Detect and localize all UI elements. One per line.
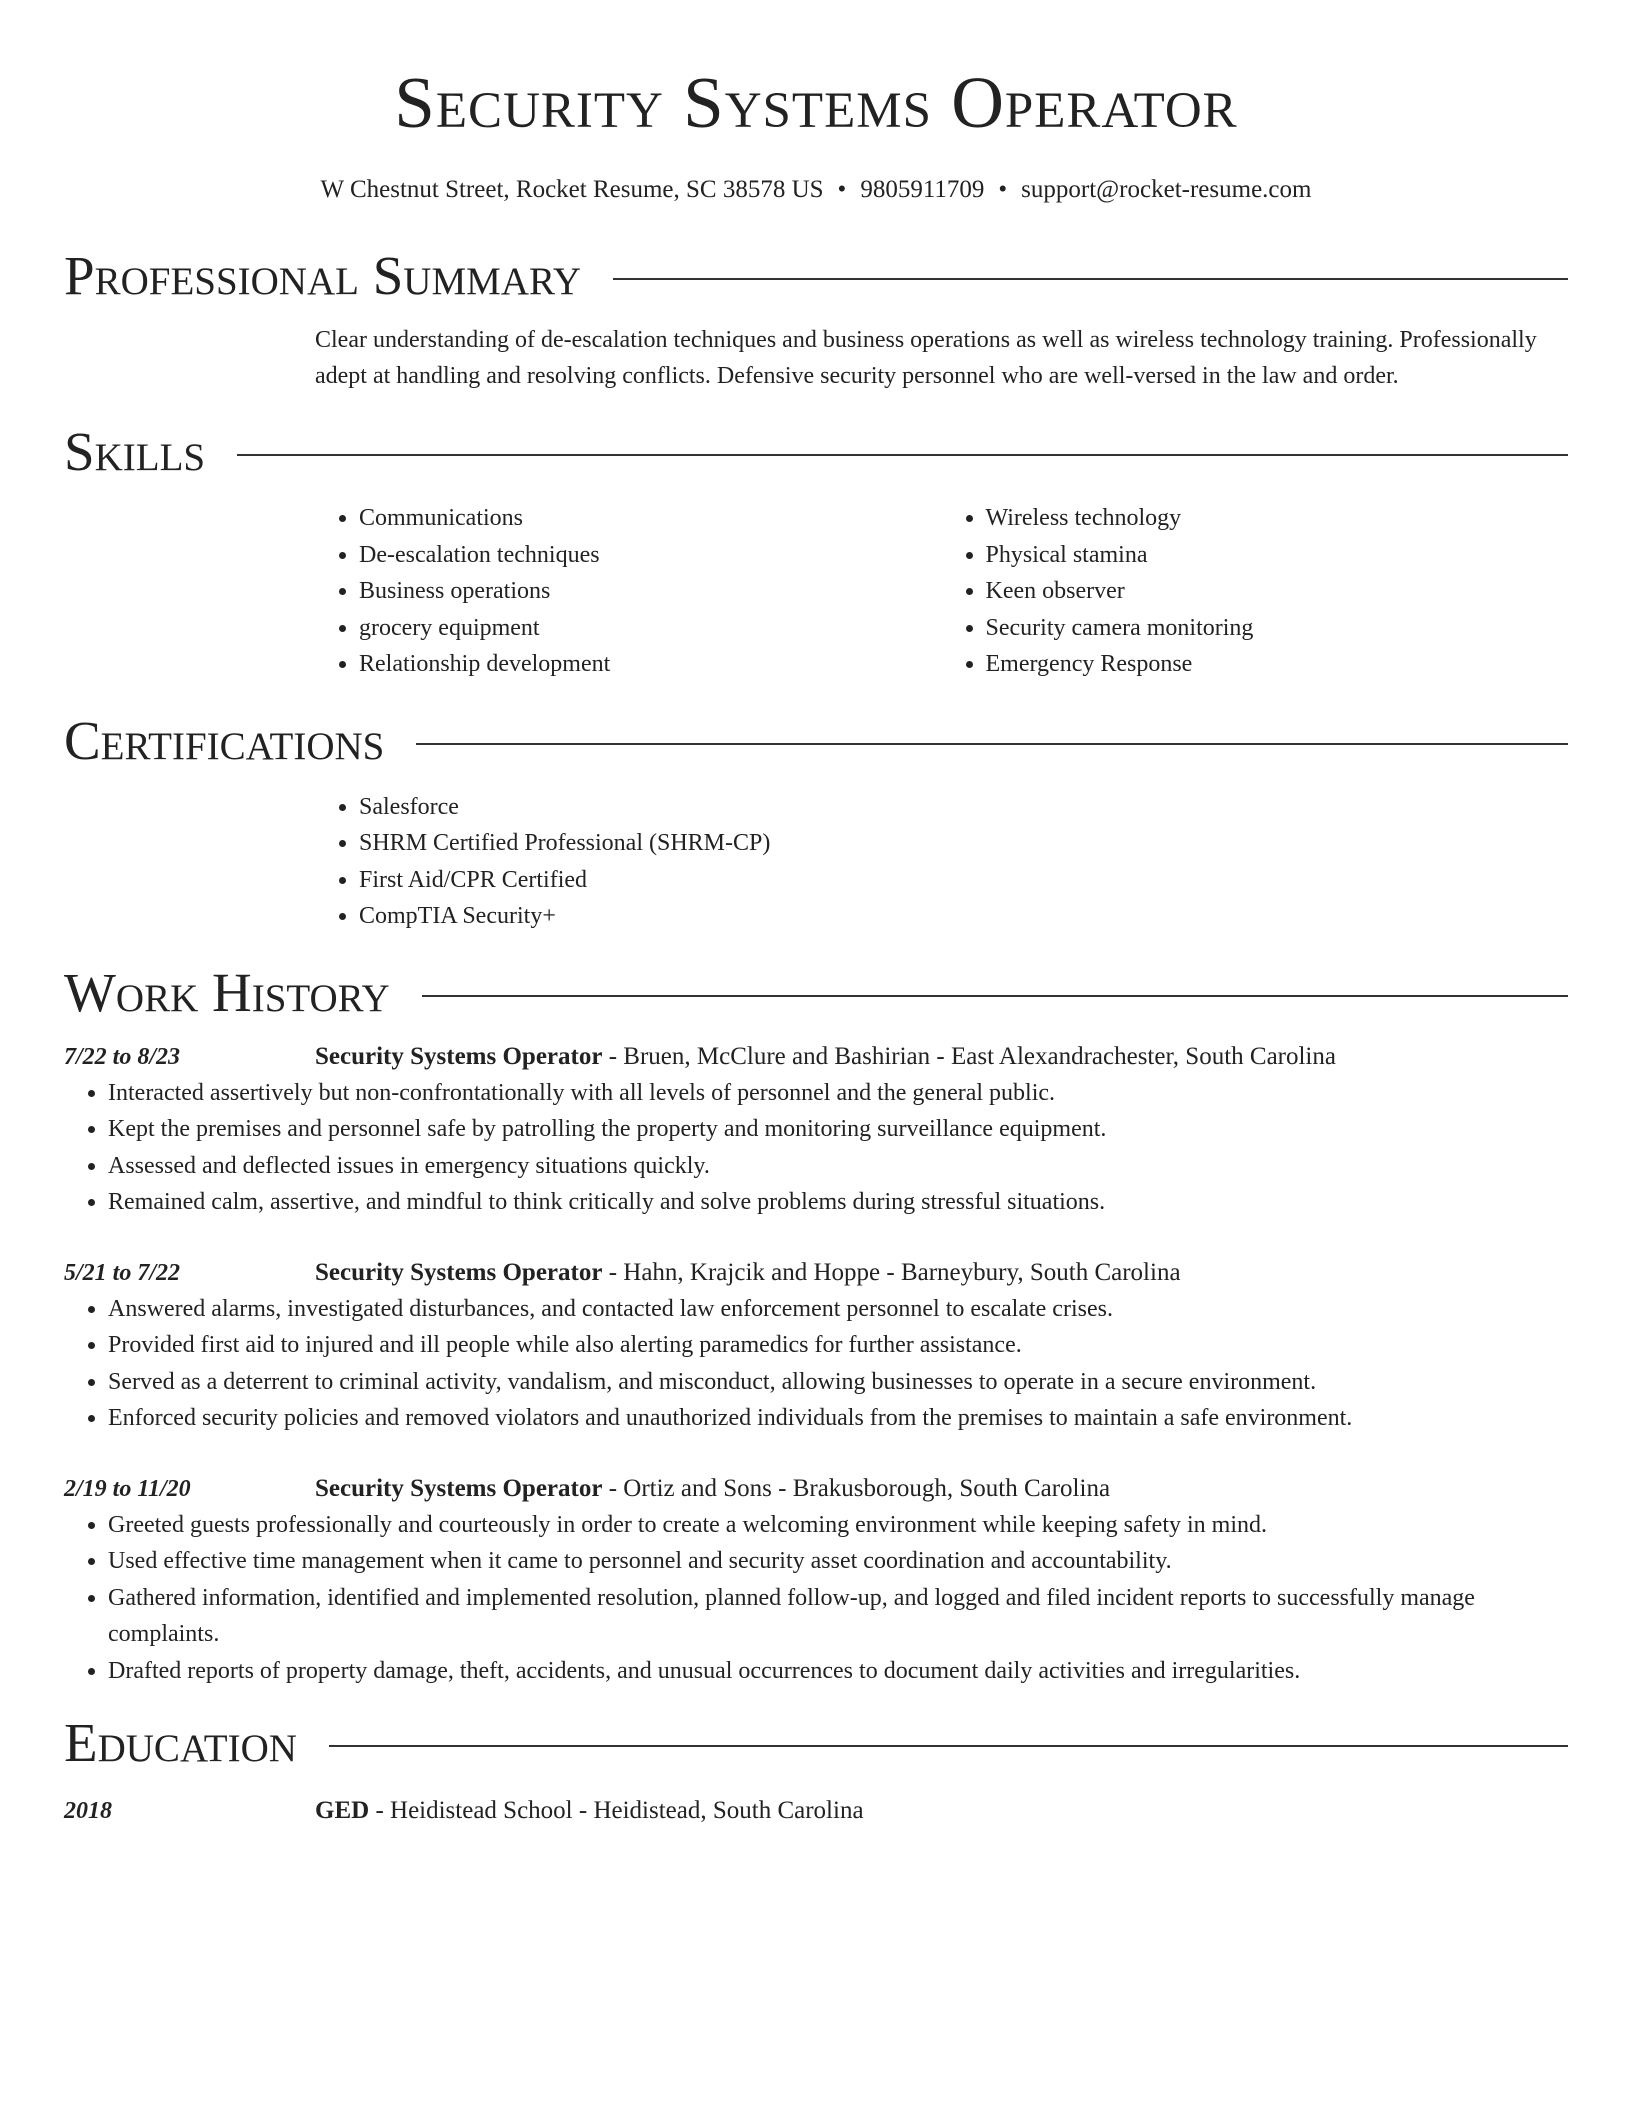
job-bullet: • Interacted assertively but non-confrontationally with all levels of personnel and the general public. [108, 1075, 1568, 1112]
job-role: Security Systems Operator [315, 1474, 603, 1502]
job-bullet: • Greeted guests professionally and courteously in order to create a welcoming environment while keeping safety in mind. [108, 1507, 1568, 1544]
summary-text: Clear understanding of de-escalation techniques and business operations as well as wireless technology training. Professionally adept at handling and resolving conflicts. Defensive security personnel who are well-versed in the law and order. [315, 327, 1537, 389]
job-dates: 5/21 to 7/22 [64, 1259, 181, 1286]
section-divider [416, 743, 1568, 745]
education-year: 2018 [64, 1798, 112, 1824]
contact-line [64, 174, 1568, 206]
contact-address: W Chestnut Street, Rocket Resume, SC 38578 US [320, 176, 824, 203]
education-entry [64, 1793, 1568, 1829]
job-title-line [315, 1471, 1110, 1507]
job-bullet: • Assessed and deflected issues in emergency situations quickly. [108, 1148, 1568, 1185]
section-header-skills [64, 420, 1568, 484]
job-role: Security Systems Operator [315, 1042, 603, 1070]
contact-phone: 9805911709 [860, 176, 985, 203]
job-details: - Hahn, Krajcik and Hoppe - Barneybury, South Carolina [602, 1258, 1181, 1286]
job-bullet: • Gathered information, identified and implemented resolution, planned follow-up, and logged and filed incident reports to successfully manage complaints. [108, 1580, 1568, 1653]
section-header-education [64, 1711, 1568, 1775]
skill-item: • Keen observer [986, 573, 1569, 610]
certifications-block [315, 789, 1568, 935]
section-header-summary [64, 244, 1568, 308]
job-role: Security Systems Operator [315, 1258, 603, 1286]
section-title-summary: Professional Summary [64, 245, 582, 306]
resume-name: Security Systems Operator [394, 62, 1238, 143]
skill-item: • De-escalation techniques [359, 537, 942, 574]
section-title-certifications: Certifications [64, 709, 385, 771]
contact-email: support@rocket-resume.com [1021, 176, 1312, 203]
contact-separator: • [998, 176, 1008, 203]
section-divider [237, 454, 1568, 456]
job-dates: 2/19 to 11/20 [64, 1475, 191, 1502]
skills-list-left [315, 500, 942, 683]
section-title-skills: Skills [64, 421, 206, 482]
job-bullets [64, 1075, 1568, 1221]
job-bullet: • Used effective time management when it came to personnel and security asset coordination and accountability. [108, 1543, 1568, 1580]
section-header-work [64, 961, 1568, 1025]
job-entry [64, 1255, 1568, 1437]
job-dates: 7/22 to 8/23 [64, 1043, 181, 1070]
certification-item: • SHRM Certified Professional (SHRM-CP) [359, 825, 1568, 862]
certification-item: • Salesforce [359, 789, 1568, 826]
certifications-list [315, 789, 1568, 935]
section-title-education: Education [64, 1712, 297, 1773]
job-header [64, 1039, 1568, 1075]
job-header [64, 1255, 1568, 1291]
certification-item: • CompTIA Security+ [359, 898, 1568, 935]
skill-item: • Security camera monitoring [986, 610, 1569, 647]
job-bullet: • Provided first aid to injured and ill people while also alerting paramedics for further assistance. [108, 1327, 1568, 1364]
skill-item: • Emergency Response [986, 646, 1569, 683]
section-divider [329, 1745, 1568, 1747]
education-details: - Heidistead School - Heidistead, South Carolina [369, 1797, 864, 1824]
job-bullet: • Remained calm, assertive, and mindful to think critically and solve problems during stressful situations. [108, 1184, 1568, 1221]
skill-item: • Business operations [359, 573, 942, 610]
job-title-line [315, 1039, 1336, 1075]
certification-item: • First Aid/CPR Certified [359, 862, 1568, 899]
section-divider [613, 278, 1568, 280]
job-bullet: • Drafted reports of property damage, theft, accidents, and unusual occurrences to document daily activities and irregularities. [108, 1653, 1568, 1690]
section-title-work: Work History [64, 961, 390, 1023]
section-header-certifications [64, 709, 1568, 773]
job-bullets [64, 1507, 1568, 1690]
job-entry [64, 1039, 1568, 1221]
job-bullets [64, 1291, 1568, 1437]
education-degree: GED [315, 1797, 370, 1824]
job-details: - Bruen, McClure and Bashirian - East Alexandrachester, South Carolina [602, 1042, 1336, 1070]
job-header [64, 1471, 1568, 1507]
job-bullet: • Kept the premises and personnel safe by patrolling the property and monitoring surveillance equipment. [108, 1111, 1568, 1148]
job-bullet: • Served as a deterrent to criminal activity, vandalism, and misconduct, allowing businesses to operate in a secure environment. [108, 1364, 1568, 1401]
skill-item: • Wireless technology [986, 500, 1569, 537]
education-line [315, 1793, 864, 1829]
skill-item: • grocery equipment [359, 610, 942, 647]
skill-item: • Relationship development [359, 646, 942, 683]
job-title-line [315, 1255, 1181, 1291]
contact-separator: • [837, 176, 847, 203]
skill-item: • Communications [359, 500, 942, 537]
skills-list-right [942, 500, 1569, 683]
job-bullet: • Enforced security policies and removed violators and unauthorized individuals from the premises to maintain a safe environment. [108, 1400, 1568, 1437]
skill-item: • Physical stamina [986, 537, 1569, 574]
job-details: - Ortiz and Sons - Brakusborough, South Carolina [602, 1474, 1111, 1502]
job-entry [64, 1471, 1568, 1690]
skills-grid [315, 500, 1568, 683]
job-bullet: • Answered alarms, investigated disturbances, and contacted law enforcement personnel to escalate crises. [108, 1291, 1568, 1328]
section-divider [422, 995, 1568, 997]
